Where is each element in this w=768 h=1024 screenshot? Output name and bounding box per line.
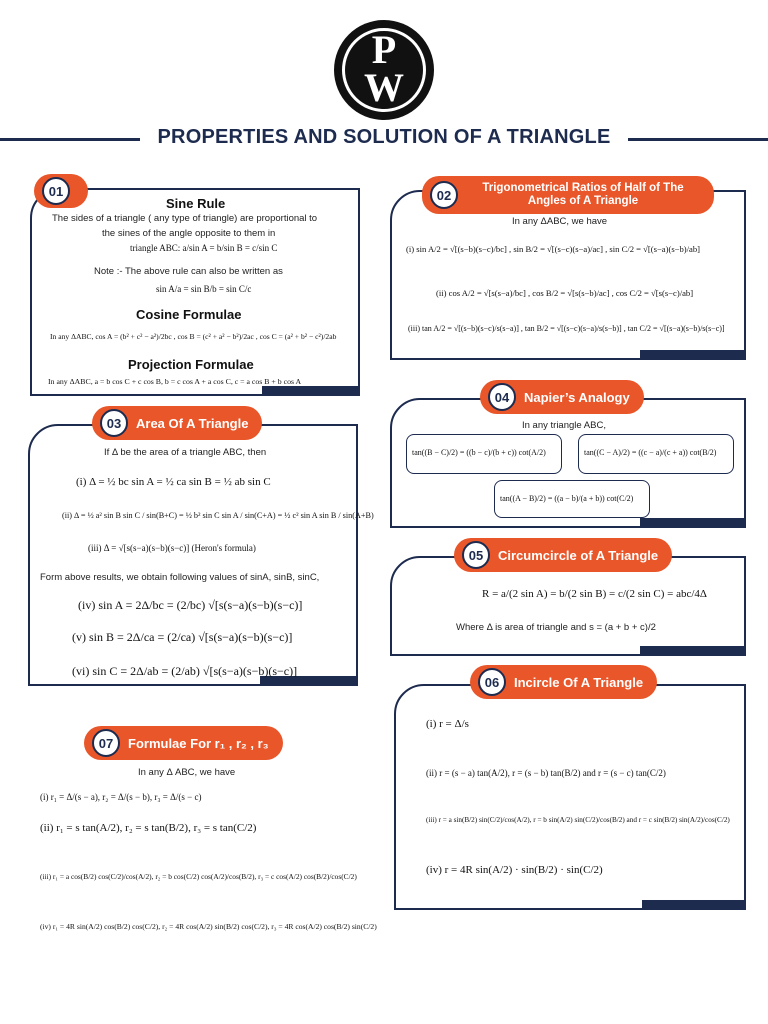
r-formulae-iii: (iii) r₁ = a cos(B/2) cos(C/2)/cos(A/2), r₂ = b cos(C/2) cos(A/2)/cos(B/2), r₃ = c cos(A/2) cos(B/2)/cos(C/2) xyxy=(40,872,357,881)
title-row xyxy=(0,124,768,154)
area-formula-vi: (vi) sin C = 2Δ/ab = (2/ab) √[s(s−a)(s−b)(s−c)] xyxy=(72,664,298,678)
badge-04: 04 Napier’s Analogy xyxy=(480,380,644,414)
incircle-formula-ii: (ii) r = (s − a) tan(A/2), r = (s − b) tan(B/2) and r = (s − c) tan(C/2) xyxy=(426,768,666,778)
r-formulae-ii: (ii) r₁ = s tan(A/2), r₂ = s tan(B/2), r₃ = s tan(C/2) xyxy=(40,822,257,834)
circumcircle-where: Where Δ is area of triangle and s = (a + b + c)/2 xyxy=(456,622,656,633)
page-title: PROPERTIES AND SOLUTION OF A TRIANGLE xyxy=(157,126,611,148)
half-angles-intro: In any ΔABC, we have xyxy=(512,216,608,227)
area-formula-i: (i) Δ = ½ bc sin A = ½ ca sin B = ½ ab sin C xyxy=(76,476,271,488)
incircle-heading: Incircle Of A Triangle xyxy=(514,674,644,690)
badge-01 xyxy=(34,174,88,208)
sine-rule-text-1: The sides of a triangle ( any type of triangle) are proportional to xyxy=(52,213,318,224)
logo-letter-w: W xyxy=(364,65,404,110)
projection-formula: In any ΔABC, a = b cos C + c cos B, b = c cos A + a cos C, c = a cos B + b cos A xyxy=(48,377,302,386)
projection-heading: Projection Formulae xyxy=(128,357,254,372)
cosine-formula: In any ΔABC, cos A = (b² + c² − a²)/2bc , cos B = (c² + a² − b²)/2ac , cos C = (a² + b² − c²)/2ab xyxy=(50,332,337,341)
sine-rule-formula: triangle ABC: a/sin A = b/sin B = c/sin C xyxy=(130,243,278,253)
napier-heading: Napier’s Analogy xyxy=(524,389,630,405)
sine-rule-note-formula: sin A/a = sin B/b = sin C/c xyxy=(156,284,252,294)
incircle-formula-iv: (iv) r = 4R sin(A/2) · sin(B/2) · sin(C/2) xyxy=(426,864,603,876)
half-angles-sin: (i) sin A/2 = √[(s−b)(s−c)/bc] , sin B/2 = √[(s−c)(s−a)/ac] , sin C/2 = √[(s−a)(s−b)/ab] xyxy=(406,244,701,254)
sine-rule-text-2: the sines of the angle opposite to them in xyxy=(102,228,276,239)
badge-06: 06 Incircle Of A Triangle xyxy=(470,665,657,699)
circumcircle-heading: Circumcircle of A Triangle xyxy=(498,547,659,563)
half-angles-tan: (iii) tan A/2 = √[(s−b)(s−c)/s(s−a)] , tan B/2 = √[(s−c)(s−a)/s(s−b)] , tan C/2 = √[(s−a)(s−b)/s(s−c)] xyxy=(408,324,725,333)
badge-02: 02 Trigonometrical Ratios of Half of The Angles of A Triangle xyxy=(422,176,714,214)
r-formulae-intro: In any Δ ABC, we have xyxy=(138,767,236,778)
napier-formula-2: tan((C − A)/2) = ((c − a)/(c + a)) cot(B/2) xyxy=(584,448,717,457)
area-form-text: Form above results, we obtain following values of sinA, sinB, sinC, xyxy=(40,572,320,583)
badge-03: 03 Area Of A Triangle xyxy=(92,406,262,440)
half-angles-heading: Trigonometrical Ratios of Half of The Angles of A Triangle xyxy=(482,182,684,207)
napier-intro: In any triangle ABC, xyxy=(522,420,606,431)
cosine-heading: Cosine Formulae xyxy=(136,307,242,322)
r-formulae-heading: Formulae For r₁ , r₂ , r₃ xyxy=(128,735,269,751)
badge-05: 05 Circumcircle of A Triangle xyxy=(454,538,672,572)
sine-rule-note: Note :- The above rule can also be written as xyxy=(94,266,283,277)
area-intro: If Δ be the area of a triangle ABC, then xyxy=(104,447,267,458)
incircle-formula-iii: (iii) r = a sin(B/2) sin(C/2)/cos(A/2), r = b sin(A/2) sin(C/2)/cos(B/2) and r = c sin(B/2) sin(A/2)/cos(C/2) xyxy=(426,816,730,824)
card-area xyxy=(28,424,358,686)
area-heading: Area Of A Triangle xyxy=(136,415,249,431)
area-formula-iv: (iv) sin A = 2Δ/bc = (2/bc) √[s(s−a)(s−b)(s−c)] xyxy=(78,598,303,612)
r-formulae-i: (i) r₁ = Δ/(s − a), r₂ = Δ/(s − b), r₃ = Δ/(s − c) xyxy=(40,792,202,802)
badge-07: 07 Formulae For r₁ , r₂ , r₃ xyxy=(84,726,283,760)
area-formula-ii: (ii) Δ = ½ a² sin B sin C / sin(B+C) = ½ b² sin C sin A / sin(C+A) = ½ c² sin A sin B / sin(A+B) xyxy=(62,511,374,520)
napier-formula-3: tan((A − B)/2) = ((a − b)/(a + b)) cot(C/2) xyxy=(500,494,634,503)
area-formula-v: (v) sin B = 2Δ/ca = (2/ca) √[s(s−a)(s−b)(s−c)] xyxy=(72,630,293,644)
sine-rule-heading: Sine Rule xyxy=(166,196,226,211)
logo-letter-p: P xyxy=(371,27,397,72)
badge-number: 01 xyxy=(42,177,70,205)
pw-logo xyxy=(334,20,434,120)
half-angles-cos: (ii) cos A/2 = √[s(s−a)/bc] , cos B/2 = √[s(s−b)/ac] , cos C/2 = √[s(s−c)/ab] xyxy=(436,288,694,298)
napier-formula-1: tan((B − C)/2) = ((b − c)/(b + c)) cot(A/2) xyxy=(412,448,546,457)
r-formulae-iv: (iv) r₁ = 4R sin(A/2) cos(B/2) cos(C/2), r₂ = 4R cos(A/2) sin(B/2) cos(C/2), r₃ = 4R cos(A/2) cos(B/2) sin(C/2) xyxy=(40,922,377,931)
incircle-formula-i: (i) r = Δ/s xyxy=(426,718,469,730)
circumcircle-formula: R = a/(2 sin A) = b/(2 sin B) = c/(2 sin C) = abc/4Δ xyxy=(482,588,707,600)
area-formula-iii: (iii) Δ = √[s(s−a)(s−b)(s−c)] (Heron's formula) xyxy=(88,543,256,553)
